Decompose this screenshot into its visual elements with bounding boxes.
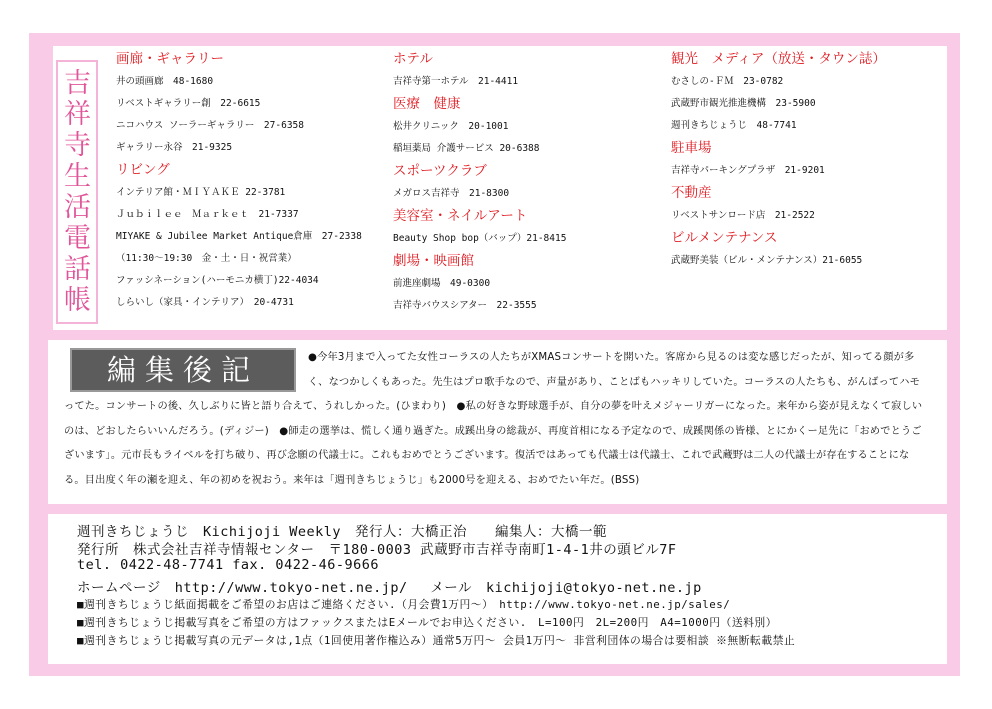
category-heading: スポーツクラブ — [393, 163, 487, 179]
directory-entry: 吉祥寺パーキングプラザ 21-9201 — [671, 165, 825, 176]
category-heading: 観光 メディア（放送・タウン誌） — [671, 51, 886, 67]
category-heading: 劇場・映画館 — [393, 253, 474, 269]
postscript-body: ●今年3月まで入ってた女性コーラスの人たちがXMASコンサートを開いた。客席から見るのは変な感じだったが、知ってる顔が多く、なつかしくもあった。先生はプロ歌手なので、声量があり、ことばもハッキリしていた。コーラスの人たちも、がんばってハモってた。コンサートの後、久しぶりに皆と語り合えて、うれしかった。(ひまわり) ●私の好きな野球選手が、自分の夢を叶えメジャーリガーになった。来年から姿が見えなくて寂しいのは、どおしたらいいんだろう。(ディジー) ●師走の選挙は、慌しく通り過ぎた。成蹊出身の総裁が、再度首相になる予定なので、成蹊関係の皆様、とにかくー足先に「おめでとうございます」。元市長もライベルを打ち破り、再び念願の代議士に。これもおめでとうございます。復活ではあっても代議士は代議士、これで武蔵野は二人の代議士が存在することになる。目出度く年の瀬を迎え、年の初めを祝おう。来年は「週刊きちじょうじ」も2000号を迎える、おめでたい年だ。(BSS) — [64, 352, 923, 486]
directory-entry: 吉祥寺バウスシアター 22-3555 — [393, 300, 537, 311]
category-heading: リビング — [116, 162, 170, 178]
directory-entry: リベストサンロード店 21-2522 — [671, 210, 815, 221]
category-heading: 美容室・ネイルアート — [393, 208, 528, 224]
directory-title-box — [56, 60, 98, 324]
directory-entry: Beauty Shop bop（バップ）21-8415 — [393, 233, 567, 244]
publisher-info-panel — [48, 514, 947, 664]
notice-photo-line: ■週刊きちじょうじ掲載写真をご希望の方はファックスまたはEメールでお申込ください. L=100円 2L=200円 A4=1000円（送料別） — [77, 616, 778, 629]
category-heading: 不動産 — [671, 185, 712, 201]
directory-entry: ファッシネーション(ハーモニカ横丁)22-4034 — [116, 275, 319, 286]
category-heading: 医療 健康 — [393, 96, 461, 112]
publisher-address-line: 発行所 株式会社吉祥寺情報センター 〒180-0003 武蔵野市吉祥寺南町1-4-1井の頭ビル7F — [77, 542, 677, 558]
directory-title: 吉祥寺生活電話帳 — [64, 68, 91, 316]
directory-entry: 井の頭画廊 48-1680 — [116, 76, 214, 87]
category-heading: 画廊・ギャラリー — [116, 51, 224, 67]
directory-entry: インテリア館・ＭＩＹＡＫＥ 22-3781 — [116, 187, 286, 198]
directory-entry: むさしの-ＦＭ 23-0782 — [671, 76, 784, 87]
directory-entry: （11:30～19:30 金・土・日・祝営業） — [116, 253, 297, 264]
directory-entry: MIYAKE & Jubilee Market Antique倉庫 27-2338 — [116, 231, 362, 242]
directory-entry: 松井クリニック 20-1001 — [393, 121, 509, 132]
postscript-heading: 編集後記 — [70, 348, 296, 392]
directory-entry: 武蔵野市観光推進機構 23-5900 — [671, 98, 816, 109]
directory-column-2 — [393, 48, 566, 317]
directory-entry: 武蔵野美装（ビル・メンテナンス）21-6055 — [671, 255, 863, 266]
directory-panel — [53, 46, 947, 330]
directory-column-1 — [116, 48, 362, 314]
editors-postscript-panel — [48, 340, 947, 504]
website-email-line: ホームページ http://www.tokyo-net.ne.jp/ メール kichijoji@tokyo-net.ne.jp — [77, 580, 702, 596]
notice-data-line: ■週刊きちじょうじ掲載写真の元データは,1点（1回使用著作権込み）通常5万円～ 会員1万円～ 非営利団体の場合は要相談 ※無断転載禁止 — [77, 634, 796, 647]
directory-entry: Ｊｕｂｉｌｅｅ Ｍａｒｋｅｔ 21-7337 — [116, 209, 299, 220]
directory-entry: しらいし（家具・インテリア） 20-4731 — [116, 297, 294, 308]
notice-ad-line: ■週刊きちじょうじ紙面掲載をご希望のお店はご連絡ください.（月会費1万円～） http://www.tokyo-net.ne.jp/sales/ — [77, 598, 731, 611]
directory-entry: リベストギャラリー創 22-6615 — [116, 98, 261, 109]
contact-phone-line: tel. 0422-48-7741 fax. 0422-46-9666 — [77, 557, 379, 573]
directory-entry: 週刊きちじょうじ 48-7741 — [671, 120, 797, 131]
category-heading: ビルメンテナンス — [671, 230, 778, 246]
directory-entry: 稲垣薬局 介護サービス 20-6388 — [393, 143, 540, 154]
category-heading: 駐車場 — [671, 140, 712, 156]
directory-entry: 吉祥寺第一ホテル 21-4411 — [393, 76, 519, 87]
category-heading: ホテル — [393, 51, 433, 67]
directory-entry: メガロス吉祥寺 21-8300 — [393, 188, 510, 199]
directory-entry: ギャラリー永谷 21-9325 — [116, 142, 233, 153]
publication-line: 週刊きちじょうじ Kichijoji Weekly 発行人：大橋正治 編集人：大橋一範 — [77, 524, 608, 540]
directory-entry: 前進座劇場 49-0300 — [393, 278, 491, 289]
directory-column-3 — [671, 48, 886, 272]
directory-entry: ニコハウス ソーラーギャラリー 27-6358 — [116, 120, 304, 131]
